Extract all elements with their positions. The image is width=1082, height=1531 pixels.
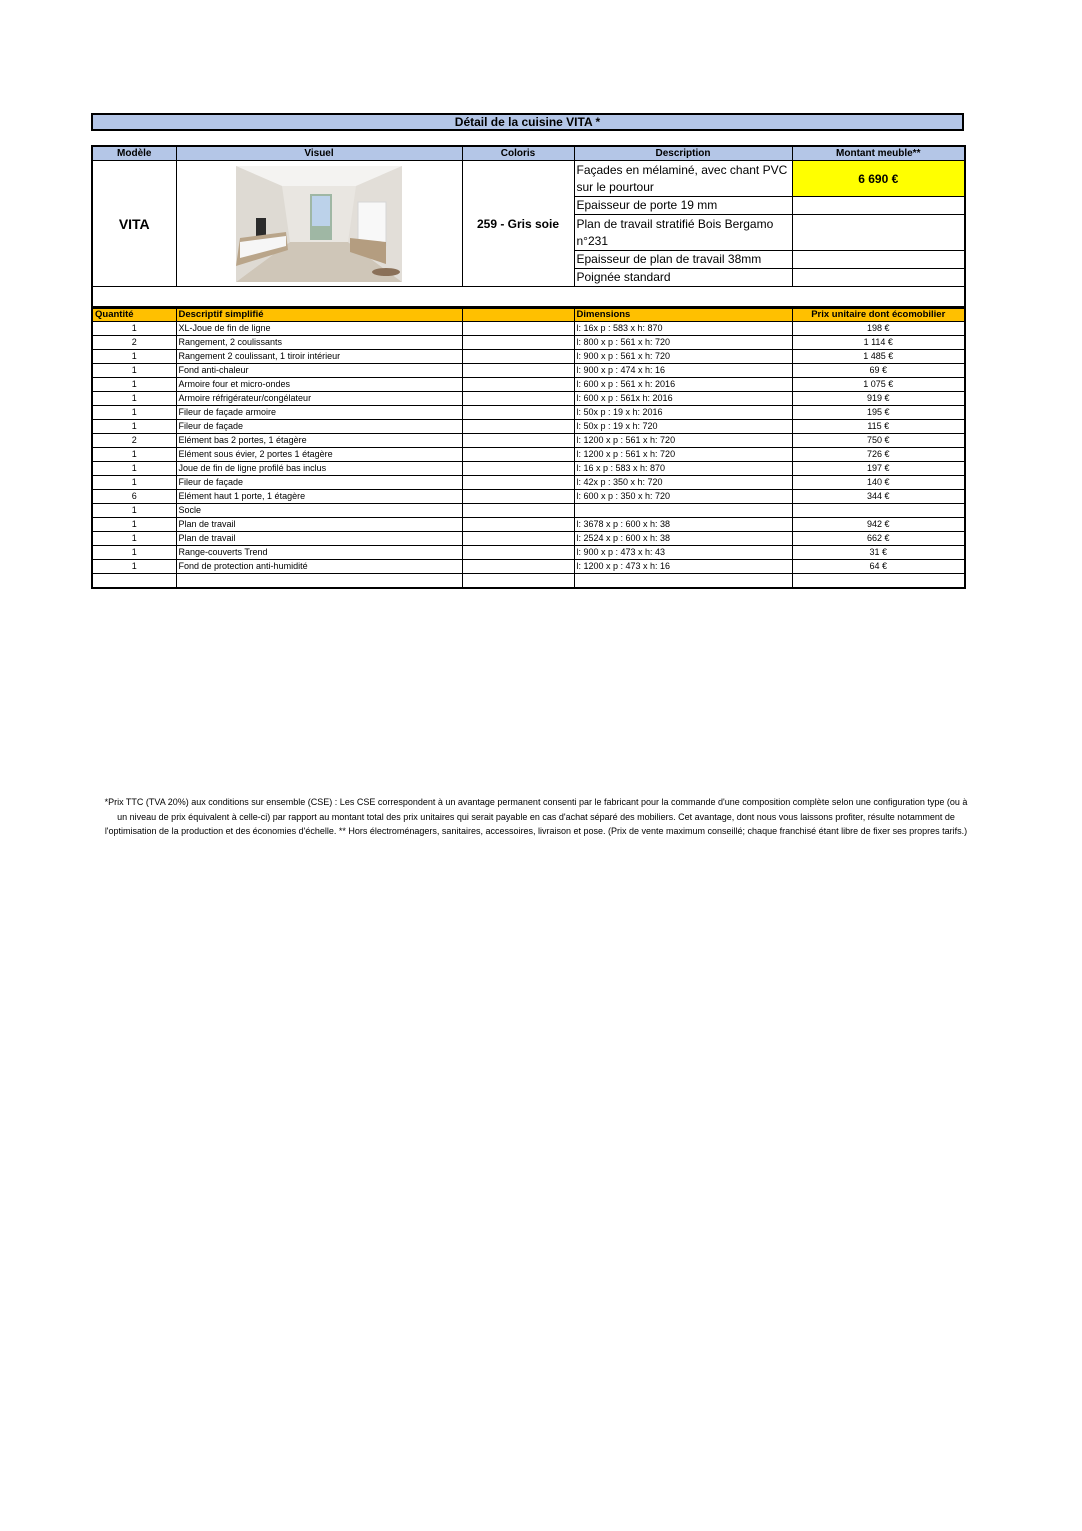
table-row: [92, 518, 965, 532]
item-desc: Socle: [176, 504, 462, 518]
item-price: 69 €: [792, 364, 965, 378]
item-blank: [462, 504, 574, 518]
model-table: [91, 145, 966, 308]
description-line-2: Epaisseur de porte 19 mm: [574, 197, 792, 215]
item-desc: Elément sous évier, 2 portes 1 étagère: [176, 448, 462, 462]
kitchen-detail-sheet: [91, 113, 964, 589]
item-desc: Fond de protection anti-humidité: [176, 560, 462, 574]
item-dim: l: 900 x p : 474 x h: 16: [574, 364, 792, 378]
item-desc: Range-couverts Trend: [176, 546, 462, 560]
price-empty-3: [792, 215, 965, 251]
item-blank: [462, 364, 574, 378]
item-dim: l: 600 x p : 350 x h: 720: [574, 490, 792, 504]
item-blank: [462, 420, 574, 434]
item-blank: [462, 350, 574, 364]
table-row: [92, 322, 965, 336]
item-desc: Rangement, 2 coulissants: [176, 336, 462, 350]
item-qty: 1: [92, 476, 176, 490]
item-desc: XL-Joue de fin de ligne: [176, 322, 462, 336]
item-dim: l: 900 x p : 561 x h: 720: [574, 350, 792, 364]
item-qty: 6: [92, 490, 176, 504]
empty-cell: [462, 574, 574, 589]
item-desc: Armoire four et micro-ondes: [176, 378, 462, 392]
item-desc: Plan de travail: [176, 518, 462, 532]
description-line-1: Façades en mélaminé, avec chant PVC sur le pourtour: [574, 161, 792, 197]
item-qty: 1: [92, 378, 176, 392]
item-dim: l: 50x p : 19 x h: 2016: [574, 406, 792, 420]
item-blank: [462, 462, 574, 476]
item-qty: 1: [92, 350, 176, 364]
description-line-4: Epaisseur de plan de travail 38mm: [574, 251, 792, 269]
item-price: 197 €: [792, 462, 965, 476]
item-qty: 1: [92, 504, 176, 518]
item-qty: 1: [92, 560, 176, 574]
header-coloris: Coloris: [462, 146, 574, 161]
table-row: [92, 392, 965, 406]
kitchen-photo: [236, 166, 402, 282]
table-row: [92, 350, 965, 364]
description-line-3: Plan de travail stratifié Bois Bergamo n°231: [574, 215, 792, 251]
item-price: 115 €: [792, 420, 965, 434]
item-dim: l: 16x p : 583 x h: 870: [574, 322, 792, 336]
item-blank: [462, 378, 574, 392]
item-dim: l: 600 x p : 561x h: 2016: [574, 392, 792, 406]
table-row: [92, 462, 965, 476]
item-desc: Elément haut 1 porte, 1 étagère: [176, 490, 462, 504]
table-row: [92, 336, 965, 350]
description-line-5: Poignée standard: [574, 269, 792, 287]
item-dim: l: 1200 x p : 473 x h: 16: [574, 560, 792, 574]
header-montant: Montant meuble**: [792, 146, 965, 161]
item-qty: 1: [92, 462, 176, 476]
visual-cell: [176, 161, 462, 287]
item-blank: [462, 560, 574, 574]
table-row: [92, 476, 965, 490]
item-desc: Rangement 2 coulissant, 1 tiroir intérieur: [176, 350, 462, 364]
item-price: 1 485 €: [792, 350, 965, 364]
item-price: 140 €: [792, 476, 965, 490]
item-blank: [462, 406, 574, 420]
item-qty: 1: [92, 448, 176, 462]
header-modele: Modèle: [92, 146, 176, 161]
price-empty-2: [792, 197, 965, 215]
item-qty: 1: [92, 546, 176, 560]
table-row: [92, 532, 965, 546]
table-row: [92, 420, 965, 434]
item-qty: 2: [92, 336, 176, 350]
item-desc: Armoire réfrigérateur/congélateur: [176, 392, 462, 406]
item-qty: 1: [92, 532, 176, 546]
item-dim: l: 1200 x p : 561 x h: 720: [574, 448, 792, 462]
item-price: 726 €: [792, 448, 965, 462]
item-desc: Fond anti-chaleur: [176, 364, 462, 378]
item-dim: l: 600 x p : 561 x h: 2016: [574, 378, 792, 392]
item-qty: 1: [92, 392, 176, 406]
table-row: [92, 434, 965, 448]
item-blank: [462, 518, 574, 532]
items-table: [91, 308, 966, 589]
item-price: 195 €: [792, 406, 965, 420]
item-price: [792, 504, 965, 518]
item-qty: 1: [92, 322, 176, 336]
item-qty: 1: [92, 364, 176, 378]
item-desc: Elément bas 2 portes, 1 étagère: [176, 434, 462, 448]
item-price: 1 114 €: [792, 336, 965, 350]
table-row: [92, 490, 965, 504]
item-dim: l: 2524 x p : 600 x h: 38: [574, 532, 792, 546]
item-dim: l: 1200 x p : 561 x h: 720: [574, 434, 792, 448]
table-row: [92, 546, 965, 560]
item-blank: [462, 546, 574, 560]
header-descriptif: Descriptif simplifié: [176, 309, 462, 322]
item-desc: Fileur de façade: [176, 420, 462, 434]
item-blank: [462, 476, 574, 490]
table-row: [92, 406, 965, 420]
item-desc: Fileur de façade: [176, 476, 462, 490]
empty-cell: [574, 574, 792, 589]
header-blank: [462, 309, 574, 322]
header-prix: Prix unitaire dont écomobilier: [792, 309, 965, 322]
price-total: 6 690 €: [792, 161, 965, 197]
spacer-row: [92, 287, 965, 308]
item-dim: l: 900 x p : 473 x h: 43: [574, 546, 792, 560]
item-dim: [574, 504, 792, 518]
item-blank: [462, 322, 574, 336]
header-visuel: Visuel: [176, 146, 462, 161]
item-dim: l: 3678 x p : 600 x h: 38: [574, 518, 792, 532]
page-title: Détail de la cuisine VITA *: [91, 113, 964, 131]
table-row: [92, 448, 965, 462]
item-dim: l: 50x p : 19 x h: 720: [574, 420, 792, 434]
table-row: [92, 504, 965, 518]
item-price: 344 €: [792, 490, 965, 504]
item-dim: l: 800 x p : 561 x h: 720: [574, 336, 792, 350]
empty-cell: [92, 574, 176, 589]
item-price: 942 €: [792, 518, 965, 532]
item-dim: l: 42x p : 350 x h: 720: [574, 476, 792, 490]
item-blank: [462, 434, 574, 448]
coloris-value: 259 - Gris soie: [462, 161, 574, 287]
item-price: 64 €: [792, 560, 965, 574]
item-qty: 1: [92, 518, 176, 532]
item-qty: 1: [92, 406, 176, 420]
kitchen-photo-icon: [236, 166, 402, 282]
table-row: [92, 364, 965, 378]
model-name: VITA: [92, 161, 176, 287]
item-blank: [462, 532, 574, 546]
price-empty-4: [792, 251, 965, 269]
item-blank: [462, 448, 574, 462]
item-qty: 1: [92, 420, 176, 434]
header-quantite: Quantité: [92, 309, 176, 322]
item-qty: 2: [92, 434, 176, 448]
item-price: 662 €: [792, 532, 965, 546]
item-price: 1 075 €: [792, 378, 965, 392]
item-desc: Plan de travail: [176, 532, 462, 546]
item-desc: Fileur de façade armoire: [176, 406, 462, 420]
empty-cell: [176, 574, 462, 589]
footnote: *Prix TTC (TVA 20%) aux conditions sur ensemble (CSE) : Les CSE correspondent à un avantage permanent consenti par le fabricant pour la commande d'une composition complète selon une configuration type (ou à un niveau de prix équivalent à celle-ci) par rapport au montant total des prix unitaires qui serait payable en cas d'achat séparé des mobiliers. Cet avantage, dont nous vous laissons profiter, résulte notamment de l'optimisation de la production et des économies d'échelle. ** Hors électroménagers, sanitaires, accessoires, livraison et pose. (Prix de vente maximum conseillé; chaque franchisé étant libre de fixer ses propres tarifs.): [104, 797, 968, 836]
item-blank: [462, 490, 574, 504]
item-desc: Joue de fin de ligne profilé bas inclus: [176, 462, 462, 476]
header-dimensions: Dimensions: [574, 309, 792, 322]
item-price: 198 €: [792, 322, 965, 336]
item-blank: [462, 392, 574, 406]
price-empty-5: [792, 269, 965, 287]
item-blank: [462, 336, 574, 350]
item-price: 919 €: [792, 392, 965, 406]
table-row: [92, 560, 965, 574]
table-row-empty: [92, 574, 965, 589]
table-row: [92, 378, 965, 392]
item-dim: l: 16 x p : 583 x h: 870: [574, 462, 792, 476]
item-price: 750 €: [792, 434, 965, 448]
empty-cell: [792, 574, 965, 589]
item-price: 31 €: [792, 546, 965, 560]
header-description: Description: [574, 146, 792, 161]
